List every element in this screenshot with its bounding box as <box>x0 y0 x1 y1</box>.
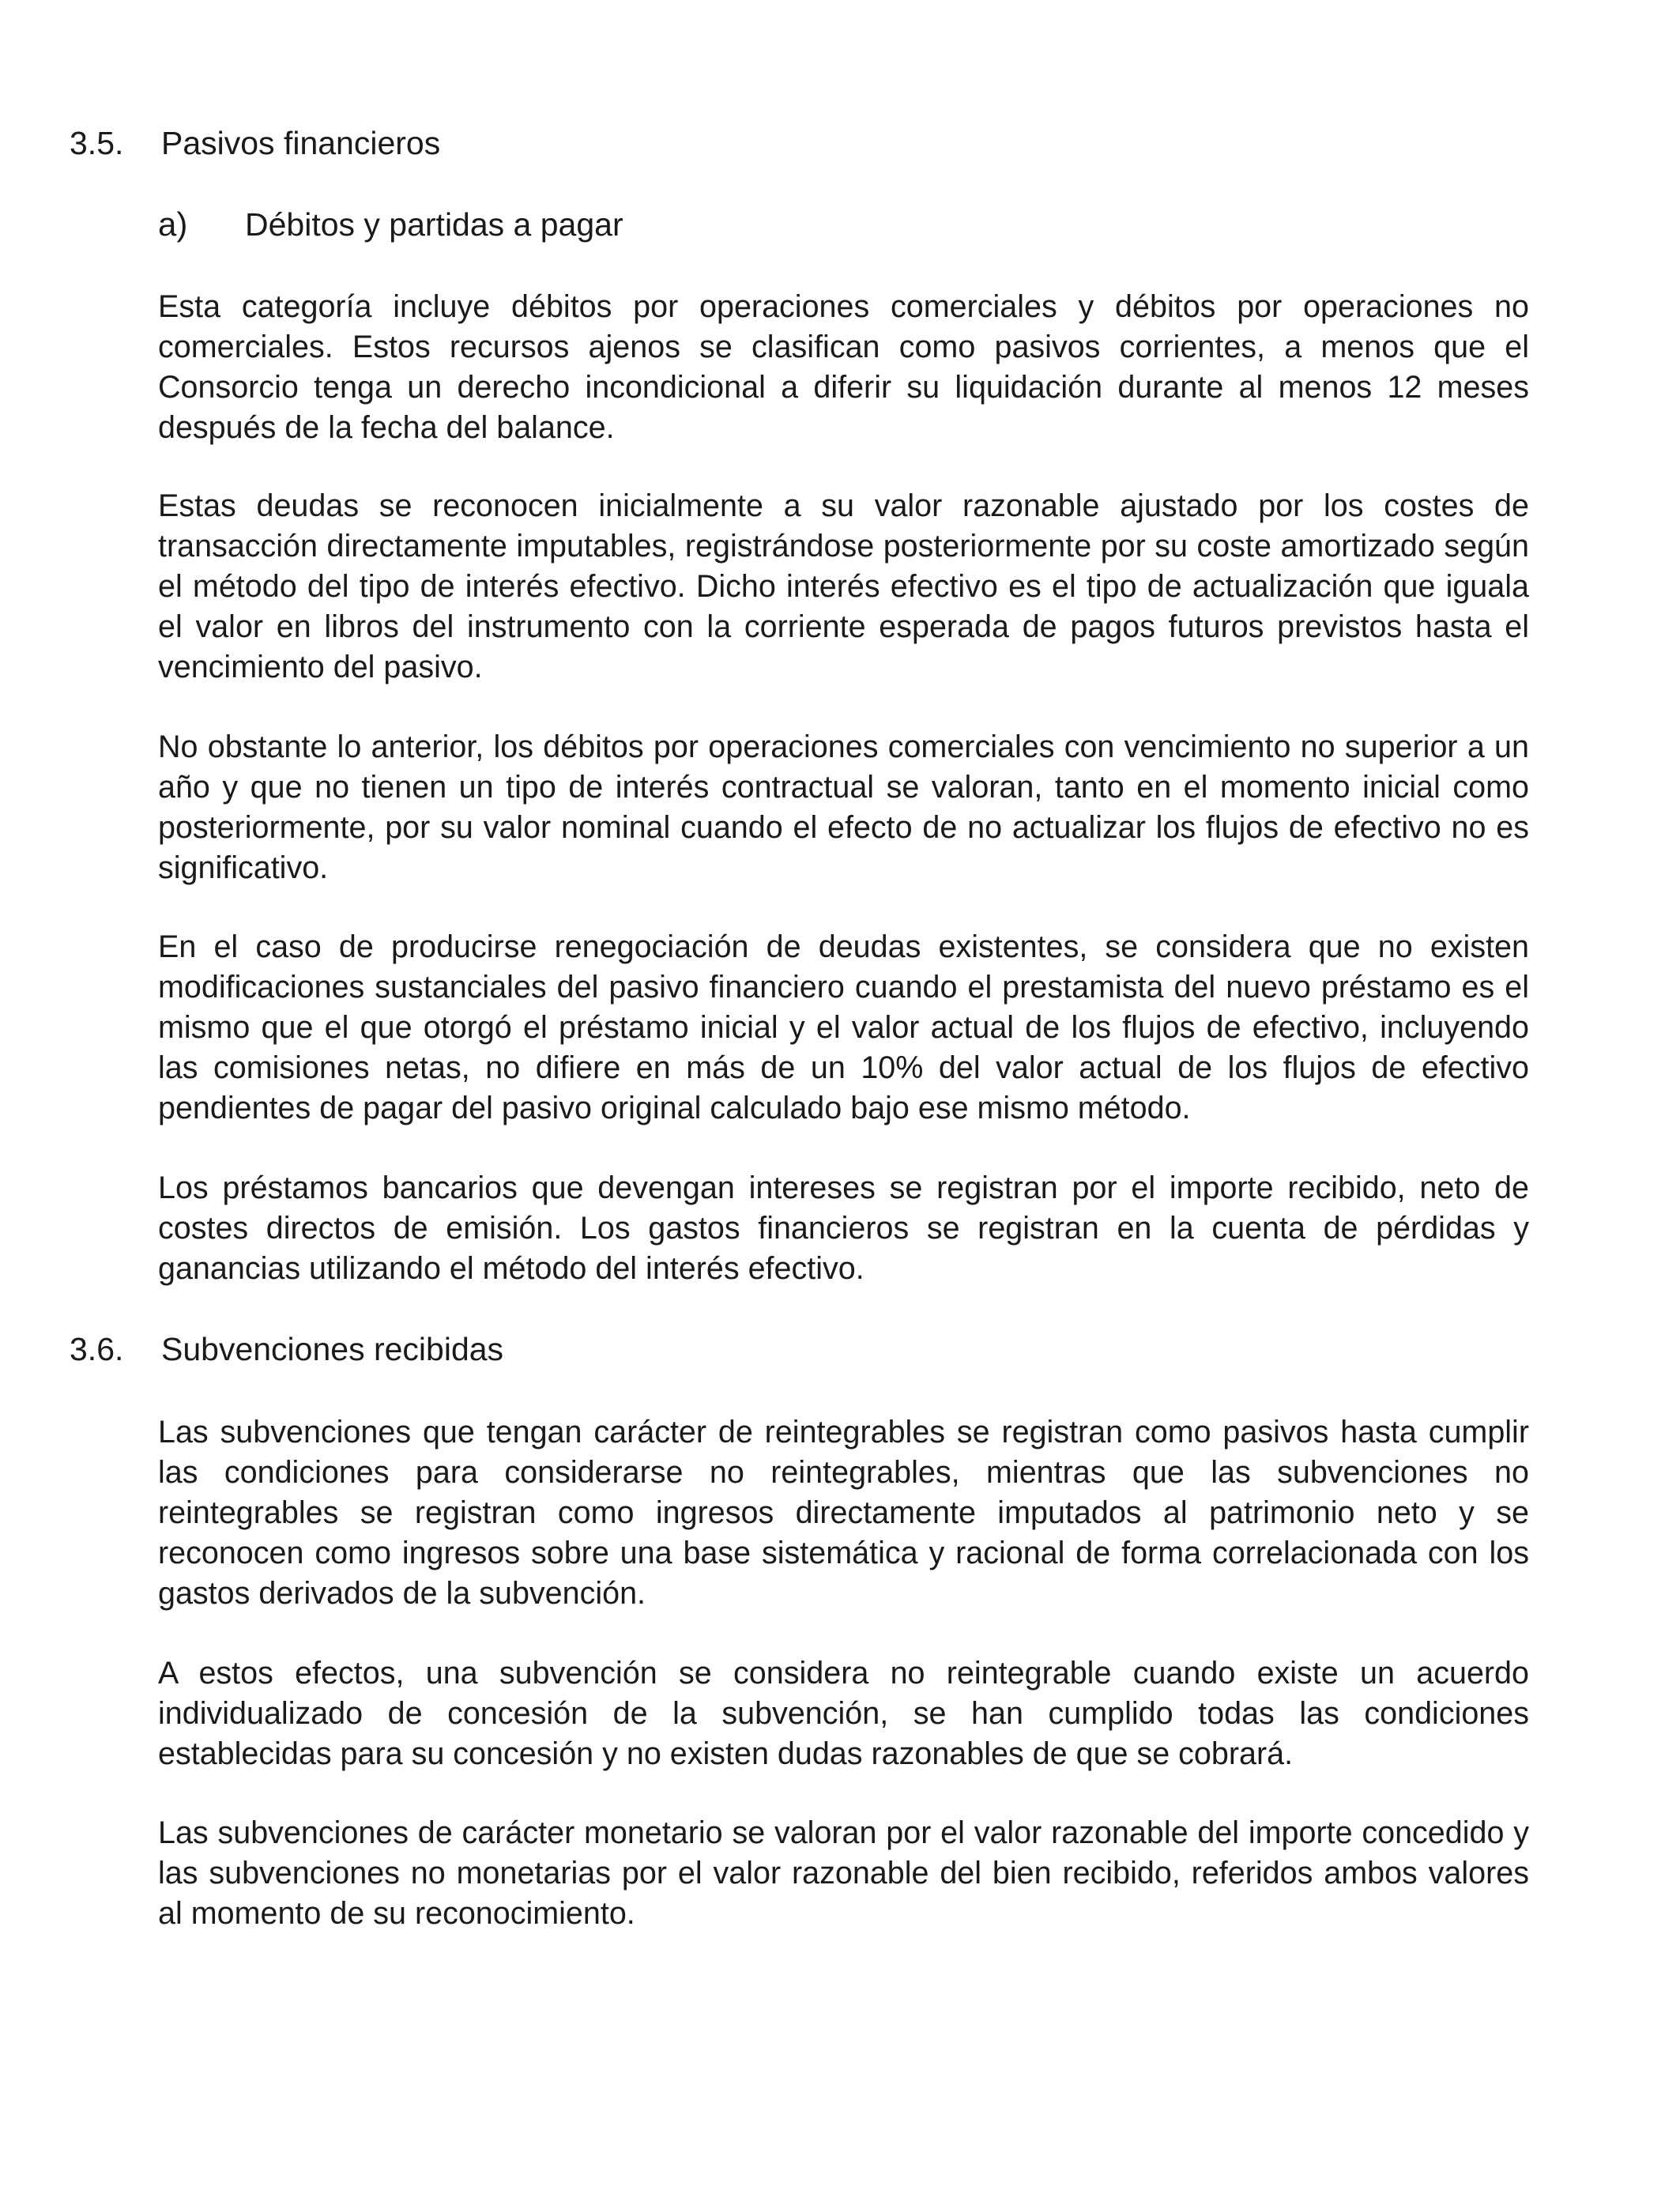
paragraph: Estas deudas se reconocen inicialmente a su valor razonable ajustado por los costes de transacción directamente imputables, registrándose posteriormente por su coste amortizado según el método del tipo de interés efectivo. Dicho interés efectivo es el tipo de actualización que iguala el valor en libros del instrumento con la corriente esperada de pagos futuros previstos hasta el vencimiento del pasivo. <box>158 488 1529 684</box>
section-title: Subvenciones recibidas <box>161 1331 504 1367</box>
section-heading-3-6 <box>70 1329 503 1370</box>
paragraph: A estos efectos, una subvención se considera no reintegrable cuando existe un acuerdo individualizado de concesión de la subvención, se han cumplido todas las condiciones establecidas para su concesión y no existen dudas razonables de que se cobrará. <box>158 1656 1529 1771</box>
paragraph: Los préstamos bancarios que devengan intereses se registran por el importe recibido, neto de costes directos de emisión. Los gastos financieros se registran en la cuenta de pérdidas y ganancias utilizando el método del interés efectivo. <box>158 1171 1529 1286</box>
paragraph: No obstante lo anterior, los débitos por operaciones comerciales con vencimiento no superior a un año y que no tienen un tipo de interés contractual se valoran, tanto en el momento inicial como posteriormente, por su valor nominal cuando el efecto de no actualizar los flujos de efectivo no es significativo. <box>158 729 1529 885</box>
paragraph: Las subvenciones que tengan carácter de reintegrables se registran como pasivos hasta cumplir las condiciones para considerarse no reintegrables, mientras que las subvenciones no reintegrables se registran como ingresos directamente imputados al patrimonio neto y se reconocen como ingresos sobre una base sistemática y racional de forma correlacionada con los gastos derivados de la subvención. <box>158 1415 1529 1611</box>
section-heading-3-5 <box>70 123 440 164</box>
subsection-letter: a) <box>158 205 188 243</box>
subsection-title: Débitos y partidas a pagar <box>245 206 623 243</box>
paragraph: Esta categoría incluye débitos por operaciones comerciales y débitos por operaciones no comerciales. Estos recursos ajenos se clasifican como pasivos corrientes, a menos que el Consorcio tenga un derecho incondicional a diferir su liquidación durante al menos 12 meses después de la fecha del balance. <box>158 289 1529 445</box>
section-title: Pasivos financieros <box>161 125 441 161</box>
paragraph: En el caso de producirse renegociación de deudas existentes, se considera que no existen modificaciones sustanciales del pasivo financiero cuando el prestamista del nuevo préstamo es el mismo que el que otorgó el préstamo inicial y el valor actual de los flujos de efectivo, incluyendo las comisiones netas, no difiere en más de un 10% del valor actual de los flujos de efectivo pendientes de pagar del pasivo original calculado bajo ese mismo método. <box>158 929 1529 1125</box>
paragraph: Las subvenciones de carácter monetario se valoran por el valor razonable del importe concedido y las subvenciones no monetarias por el valor razonable del bien recibido, referidos ambos valores al momento de su reconocimiento. <box>158 1815 1529 1931</box>
section-number: 3.5. <box>70 125 124 161</box>
section-number: 3.6. <box>70 1331 124 1367</box>
subsection-heading-a <box>158 204 623 245</box>
